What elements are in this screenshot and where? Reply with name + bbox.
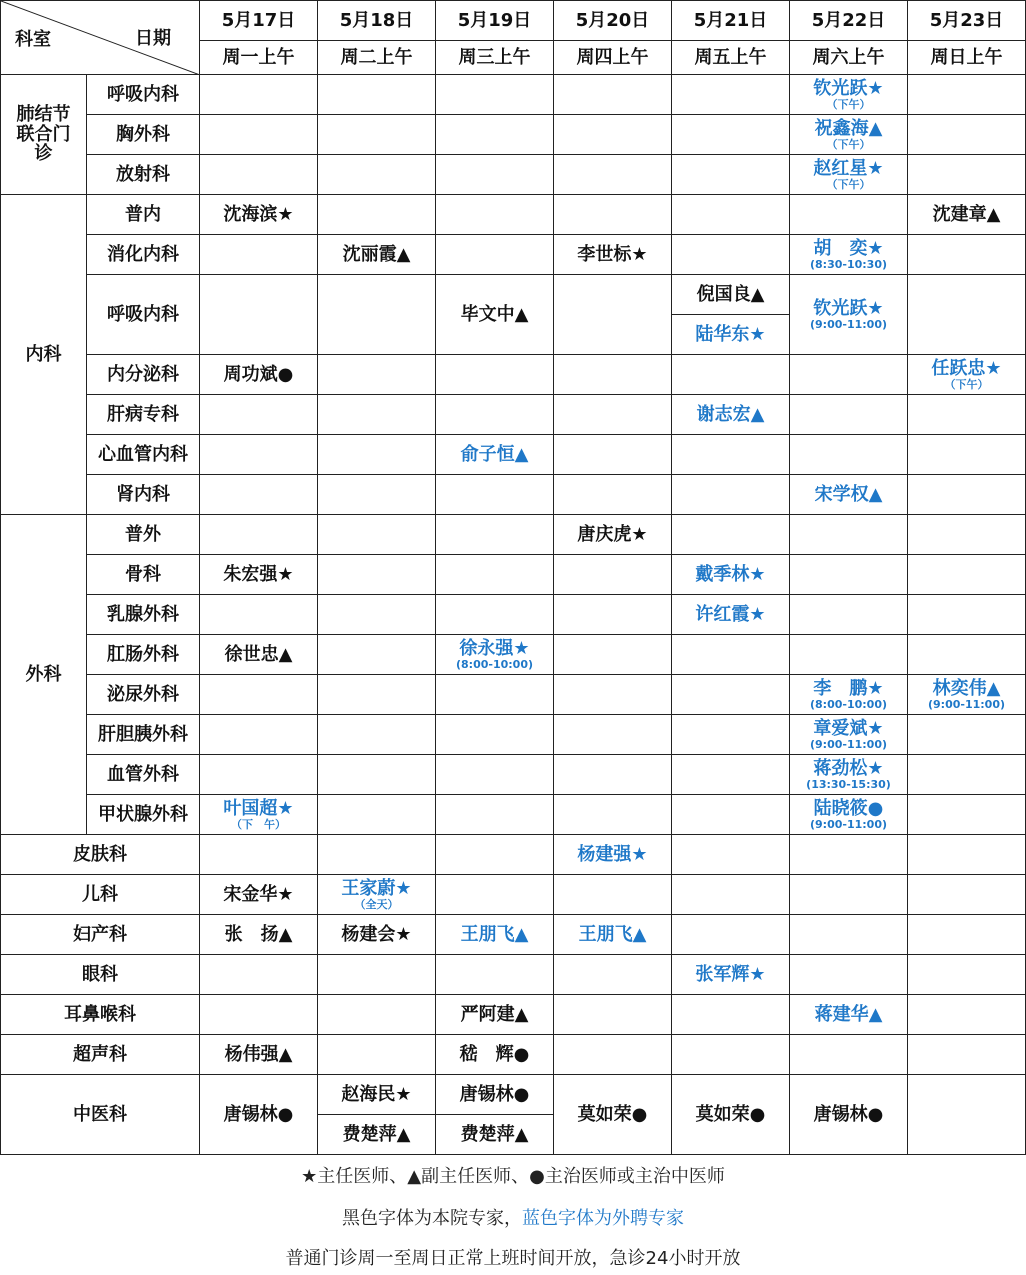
dept-lung-respiratory: 呼吸内科	[87, 75, 200, 115]
doctor-name: 陆晓筱●	[813, 797, 884, 819]
dept-ophthalmology: 眼科	[1, 955, 200, 995]
doctor-name: 莫如荣●	[695, 1103, 766, 1125]
doctor-name: 徐永强★	[459, 637, 530, 659]
doctor-name: 许红霞★	[695, 603, 766, 625]
clinic-time: （下 午）	[231, 818, 286, 832]
legend-symbols: ★主任医师、▲副主任医师、●主治医师或主治中医师	[301, 1166, 725, 1187]
dept-ultrasound: 超声科	[1, 1035, 200, 1075]
dept-hepatobiliary-surgery: 肝胆胰外科	[87, 715, 200, 755]
dept-thyroid-surgery: 甲状腺外科	[87, 795, 200, 835]
schedule-cell	[318, 875, 436, 915]
dept-dermatology: 皮肤科	[1, 835, 200, 875]
clinic-time: (8:00-10:00)	[456, 658, 533, 672]
clinic-time: （下午）	[826, 138, 871, 152]
schedule-cell	[318, 235, 436, 275]
schedule-cell	[554, 515, 672, 555]
schedule-cell	[790, 715, 908, 755]
doctor-name: 徐世忠▲	[224, 643, 293, 665]
doctor-name: 谢志宏▲	[696, 403, 765, 425]
clinic-time: （下午）	[826, 98, 871, 112]
schedule-cell	[200, 355, 318, 395]
doctor-name: 章爱斌★	[813, 717, 884, 739]
schedule-cell	[436, 1075, 554, 1115]
dept-general-internal: 普内	[87, 195, 200, 235]
legend-hours: 普通门诊周一至周日正常上班时间开放，急诊24小时开放	[285, 1248, 741, 1269]
doctor-name: 嵇 辉●	[459, 1043, 530, 1065]
dept-endocrinology: 内分泌科	[87, 355, 200, 395]
doctor-name: 唐锡林●	[813, 1103, 884, 1125]
schedule-cell	[436, 1035, 554, 1075]
clinic-time: (9:00-11:00)	[810, 818, 887, 832]
schedule-cell	[554, 1075, 672, 1155]
header-date: 5月23日	[908, 1, 1026, 41]
schedule-cell	[554, 235, 672, 275]
schedule-cell	[908, 675, 1026, 715]
corner-header	[1, 1, 200, 75]
schedule-cell	[200, 555, 318, 595]
dept-cardiology: 心血管内科	[87, 435, 200, 475]
schedule-cell	[790, 475, 908, 515]
clinic-time: (13:30-15:30)	[806, 778, 891, 792]
schedule-cell	[672, 595, 790, 635]
schedule-cell	[318, 915, 436, 955]
schedule-cell	[200, 1035, 318, 1075]
schedule-cell	[790, 995, 908, 1035]
doctor-name: 钦光跃★	[813, 77, 884, 99]
doctor-name: 王家蔚★	[341, 877, 412, 899]
schedule-cell	[436, 635, 554, 675]
doctor-name: 沈丽霞▲	[342, 243, 411, 265]
schedule-cell	[790, 75, 908, 115]
doctor-name: 祝鑫海▲	[814, 117, 883, 139]
schedule-cell	[200, 875, 318, 915]
doctor-name: 朱宏强★	[223, 563, 294, 585]
doctor-name: 唐锡林●	[459, 1083, 530, 1105]
doctor-name: 李世标★	[577, 243, 648, 265]
header-weekday: 周六上午	[790, 41, 908, 75]
clinic-time: （全天）	[354, 898, 399, 912]
doctor-name: 费楚萍▲	[342, 1123, 411, 1145]
doctor-name: 唐锡林●	[223, 1103, 294, 1125]
doctor-name: 杨伟强▲	[224, 1043, 293, 1065]
group-internal-medicine: 内科	[1, 195, 87, 515]
header-weekday: 周二上午	[318, 41, 436, 75]
clinic-time: （下午）	[826, 178, 871, 192]
dept-ent: 耳鼻喉科	[1, 995, 200, 1035]
schedule-cell	[554, 835, 672, 875]
schedule-cell	[672, 275, 790, 315]
doctor-name: 俞子恒▲	[460, 443, 529, 465]
dept-urology: 泌尿外科	[87, 675, 200, 715]
doctor-name: 倪国良▲	[696, 283, 765, 305]
doctor-name: 张 扬▲	[224, 923, 293, 945]
schedule-cell	[908, 355, 1026, 395]
doctor-name: 任跃忠★	[931, 357, 1002, 379]
header-weekday: 周五上午	[672, 41, 790, 75]
schedule-cell	[318, 1075, 436, 1115]
schedule-cell	[790, 155, 908, 195]
doctor-name: 严阿建▲	[460, 1003, 529, 1025]
doctor-name: 林奕伟▲	[932, 677, 1001, 699]
clinic-time: （下午）	[944, 378, 989, 392]
doctor-name: 杨建强★	[577, 843, 648, 865]
dept-gastroenterology: 消化内科	[87, 235, 200, 275]
dept-respiratory: 呼吸内科	[87, 275, 200, 355]
schedule-cell	[672, 395, 790, 435]
schedule-cell	[790, 1075, 908, 1155]
schedule-cell	[672, 955, 790, 995]
doctor-name: 胡 奕★	[813, 237, 884, 259]
doctor-name: 赵红星★	[813, 157, 884, 179]
header-date: 5月20日	[554, 1, 672, 41]
schedule-cell	[790, 115, 908, 155]
header-date: 5月19日	[436, 1, 554, 41]
dept-hepatology: 肝病专科	[87, 395, 200, 435]
schedule-cell	[790, 795, 908, 835]
schedule-cell	[200, 915, 318, 955]
group-surgery: 外科	[1, 515, 87, 835]
schedule-cell	[554, 915, 672, 955]
dept-radiology: 放射科	[87, 155, 200, 195]
dept-colorectal-surgery: 肛肠外科	[87, 635, 200, 675]
doctor-name: 王朋飞▲	[578, 923, 647, 945]
schedule-cell	[436, 435, 554, 475]
corner-date-label: 日期	[135, 28, 171, 49]
doctor-name: 蒋劲松★	[813, 757, 884, 779]
header-weekday: 周一上午	[200, 41, 318, 75]
header-date: 5月22日	[790, 1, 908, 41]
doctor-name: 杨建会★	[341, 923, 412, 945]
doctor-name: 王朋飞▲	[460, 923, 529, 945]
doctor-name: 莫如荣●	[577, 1103, 648, 1125]
doctor-name: 沈海滨★	[223, 203, 294, 225]
group-lung-nodule: 肺结节联合门诊	[1, 75, 87, 195]
schedule-cell	[908, 195, 1026, 235]
doctor-name: 蒋建华▲	[814, 1003, 883, 1025]
doctor-name: 戴季林★	[695, 563, 766, 585]
doctor-name: 宋学权▲	[814, 483, 883, 505]
schedule-cell	[436, 1115, 554, 1155]
doctor-name: 宋金华★	[223, 883, 294, 905]
doctor-name: 陆华东★	[695, 323, 766, 345]
corner-dept-label: 科室	[15, 29, 51, 51]
header-date: 5月18日	[318, 1, 436, 41]
schedule-cell	[436, 915, 554, 955]
doctor-name: 叶国超★	[223, 797, 294, 819]
schedule-cell	[318, 1115, 436, 1155]
schedule-cell	[436, 275, 554, 355]
doctor-name: 赵海民★	[341, 1083, 412, 1105]
doctor-name: 钦光跃★	[813, 297, 884, 319]
doctor-name: 费楚萍▲	[460, 1123, 529, 1145]
schedule-cell	[200, 795, 318, 835]
legend-colors	[0, 1204, 1026, 1230]
doctor-name: 李 鹏★	[813, 677, 884, 699]
header-weekday: 周日上午	[908, 41, 1026, 75]
dept-obstetrics-gynecology: 妇产科	[1, 915, 200, 955]
doctor-name: 沈建章▲	[932, 203, 1001, 225]
doctor-name: 毕文中▲	[460, 303, 529, 325]
schedule-cell	[790, 235, 908, 275]
dept-orthopedics: 骨科	[87, 555, 200, 595]
dept-vascular-surgery: 血管外科	[87, 755, 200, 795]
header-weekday: 周三上午	[436, 41, 554, 75]
schedule-cell	[200, 635, 318, 675]
doctor-name: 张军辉★	[695, 963, 766, 985]
clinic-time: (9:00-11:00)	[810, 318, 887, 332]
dept-pediatrics: 儿科	[1, 875, 200, 915]
clinic-time: (9:00-11:00)	[810, 738, 887, 752]
schedule-cell	[672, 315, 790, 355]
header-weekday: 周四上午	[554, 41, 672, 75]
schedule-cell	[790, 755, 908, 795]
dept-thoracic-surgery: 胸外科	[87, 115, 200, 155]
dept-tcm: 中医科	[1, 1075, 200, 1155]
schedule-cell	[200, 195, 318, 235]
schedule-cell	[436, 995, 554, 1035]
clinic-time: (9:00-11:00)	[928, 698, 1005, 712]
schedule-cell	[790, 275, 908, 355]
dept-general-surgery: 普外	[87, 515, 200, 555]
clinic-time: (8:00-10:00)	[810, 698, 887, 712]
schedule-cell	[200, 1075, 318, 1155]
legend-blue-note: 蓝色字体为外聘专家	[522, 1208, 684, 1229]
dept-breast-surgery: 乳腺外科	[87, 595, 200, 635]
schedule-cell	[790, 675, 908, 715]
header-date: 5月17日	[200, 1, 318, 41]
header-date: 5月21日	[672, 1, 790, 41]
clinic-time: (8:30-10:30)	[810, 258, 887, 272]
dept-nephrology: 肾内科	[87, 475, 200, 515]
legend-black-note: 黑色字体为本院专家，	[342, 1208, 522, 1229]
schedule-cell	[672, 1075, 790, 1155]
schedule-cell	[672, 555, 790, 595]
doctor-name: 周功斌●	[223, 363, 294, 385]
doctor-name: 唐庆虎★	[577, 523, 648, 545]
